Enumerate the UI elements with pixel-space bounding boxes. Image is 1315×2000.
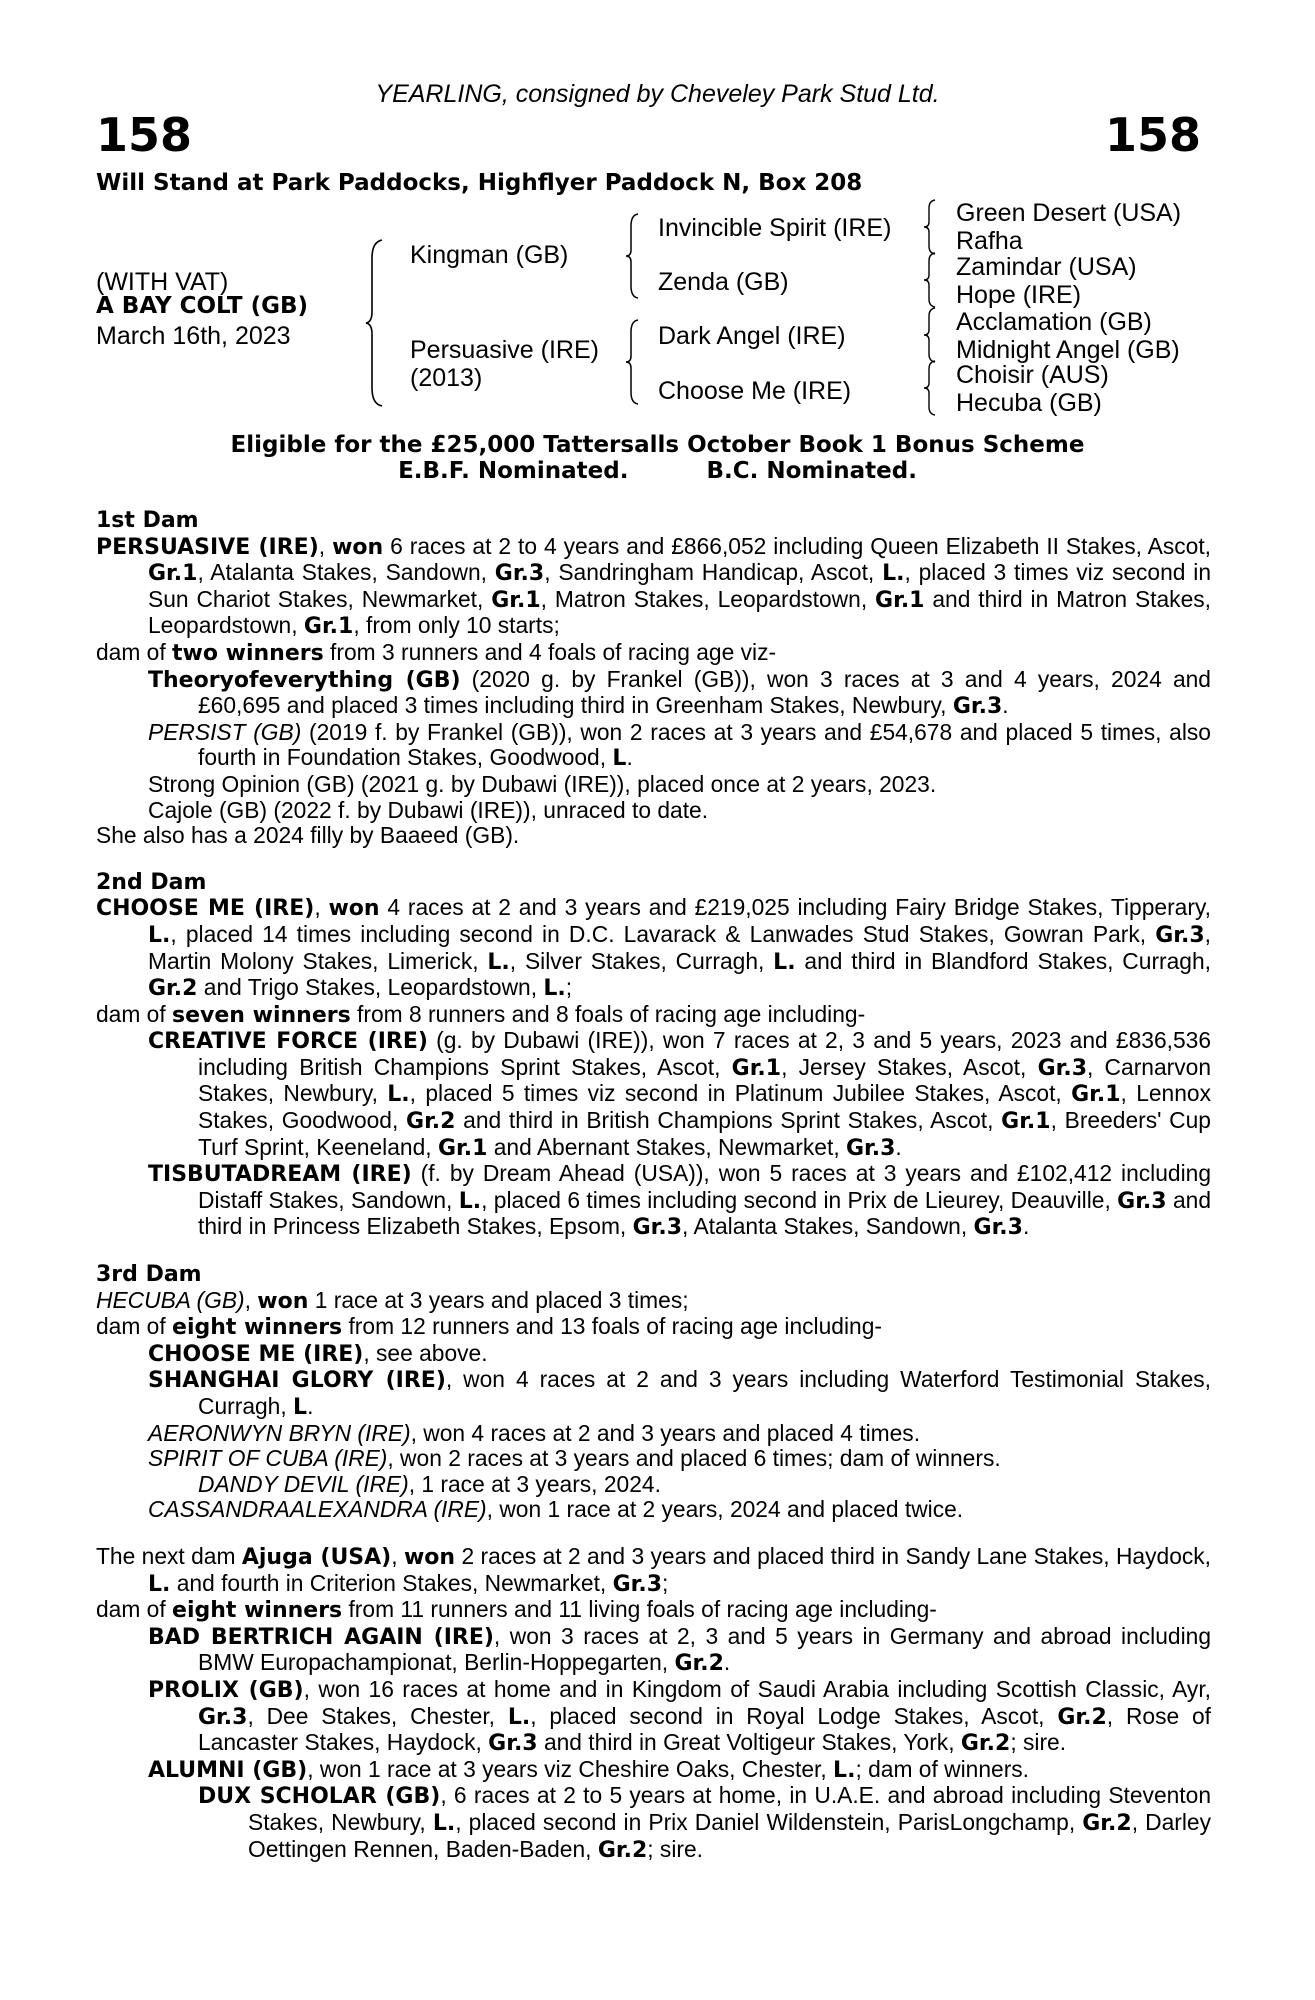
sire-dam: Zenda (GB)	[658, 268, 789, 296]
pedigree-brace-sire	[624, 212, 644, 300]
lot-number-left: 158	[96, 108, 193, 162]
bonus-scheme-line: Eligible for the £25,000 Tattersalls October Book 1 Bonus Scheme	[230, 432, 1085, 458]
produce-aeronwyn-bryn: AERONWYN BRYN (IRE), won 4 races at 2 and 3 years and placed 4 times.	[148, 1419, 921, 1446]
pedigree-brace-3	[922, 306, 940, 364]
produce-cassandraalexandra: CASSANDRAALEXANDRA (IRE), won 1 race at 2 years, 2024 and placed twice.	[148, 1496, 964, 1523]
ggp-4: Hope (IRE)	[956, 281, 1082, 309]
produce-spirit-of-cuba: SPIRIT OF CUBA (IRE), won 2 races at 3 years and placed 6 times; dam of winners.	[148, 1445, 1001, 1472]
vat-label: (WITH VAT)	[96, 268, 229, 296]
produce-theoryofeverything: Theoryofeverything (GB) (2020 g. by Frankel (GB)), won 3 races at 3 and 4 years, 2024 and £60,695 and placed 3 times including third in Greenham Stakes, Newbury, Gr.3.	[148, 665, 1211, 720]
produce-dux-scholar: DUX SCHOLAR (GB), 6 races at 2 to 5 years at home, in U.A.E. and abroad including Steventon Stakes, Newbury, L., placed second in Prix Daniel Wildenstein, ParisLongchamp, Gr.2, Darley Oettingen Rennen, Baden-Baden, Gr.2; sire.	[198, 1782, 1211, 1863]
produce-dandy-devil: DANDY DEVIL (IRE), 1 race at 3 years, 2024.	[198, 1470, 661, 1497]
produce-tisbutadream: TISBUTADREAM (IRE) (f. by Dream Ahead (USA)), won 5 races at 3 years and £102,412 including Distaff Stakes, Sandown, L., placed 6 times including second in Prix de Lieurey, Deauville, Gr.3 and third in Princess Elizabeth Stakes, Epsom, Gr.3, Atalanta Stakes, Sandown, Gr.3.	[148, 1160, 1211, 1241]
sire-sire: Invincible Spirit (IRE)	[658, 214, 892, 242]
ggp-5: Acclamation (GB)	[956, 308, 1152, 336]
lot-number-right: 158	[1104, 108, 1201, 162]
catalogue-body	[96, 508, 1211, 1863]
ggp-2: Rafha	[956, 227, 1023, 255]
bc-nomination: B.C. Nominated.	[706, 458, 917, 484]
ggp-7: Choisir (AUS)	[956, 361, 1109, 389]
produce-bad-bertrich-again: BAD BERTRICH AGAIN (IRE), won 3 races at 2, 3 and 5 years in Germany and abroad including BMW Europachampionat, Berlin-Hoppegarten, Gr.2.	[148, 1622, 1211, 1677]
dam-sire: Dark Angel (IRE)	[658, 322, 846, 350]
horse-name: A BAY COLT (GB)	[96, 293, 309, 319]
produce-strong-opinion: Strong Opinion (GB) (2021 g. by Dubawi (IRE)), placed once at 2 years, 2023.	[148, 770, 937, 797]
consignor-line: YEARLING, consigned by Cheveley Park Stud Ltd.	[375, 80, 940, 108]
stand-location: Will Stand at Park Paddocks, Highflyer Paddock N, Box 208	[96, 170, 863, 196]
first-dam-record: PERSUASIVE (IRE), won 6 races at 2 to 4 years and £866,052 including Queen Elizabeth II Stakes, Ascot, Gr.1, Atalanta Stakes, Sandown, Gr.3, Sandringham Handicap, Ascot, L., placed 3 times viz second in Sun Chariot Stakes, Newmarket, Gr.1, Matron Stakes, Leopardstown, Gr.1 and third in Matron Stakes, Leopardstown, Gr.1, from only 10 starts;	[96, 532, 1211, 640]
ggp-6: Midnight Angel (GB)	[956, 336, 1180, 364]
produce-2024-filly: She also has a 2024 filly by Baaeed (GB).	[96, 822, 520, 849]
pedigree-brace-dam	[624, 318, 644, 406]
third-dam-heading: 3rd Dam	[96, 1262, 202, 1288]
dam-name: Persuasive (IRE)	[410, 336, 599, 364]
ggp-3: Zamindar (USA)	[956, 253, 1137, 281]
third-dam-produce-summary: dam of eight winners from 12 runners and 13 foals of racing age including-	[96, 1313, 882, 1341]
next-dam-record: The next dam Ajuga (USA), won 2 races at 2 and 3 years and placed third in Sandy Lane Stakes, Haydock, L. and fourth in Criterion Stakes, Newmarket, Gr.3;	[96, 1542, 1211, 1597]
dam-dam: Choose Me (IRE)	[658, 377, 852, 405]
first-dam-heading: 1st Dam	[96, 508, 199, 533]
next-dam-produce-summary: dam of eight winners from 11 runners and 11 living foals of racing age including-	[96, 1596, 937, 1624]
pedigree-brace-2	[922, 251, 940, 309]
third-dam-record: HECUBA (GB), won 1 race at 3 years and placed 3 times;	[96, 1286, 689, 1314]
produce-persist: PERSIST (GB) (2019 f. by Frankel (GB)), won 2 races at 3 years and £54,678 and placed 5 times, also fourth in Foundation Stakes, Goodwood, L.	[148, 718, 1211, 772]
dam-year: (2013)	[410, 364, 483, 392]
produce-prolix: PROLIX (GB), won 16 races at home and in Kingdom of Saudi Arabia including Scottish Classic, Ayr, Gr.3, Dee Stakes, Chester, L., placed second in Royal Lodge Stakes, Ascot, Gr.2, Rose of Lancaster Stakes, Haydock, Gr.3 and third in Great Voltigeur Stakes, York, Gr.2; sire.	[148, 1675, 1211, 1757]
produce-cajole: Cajole (GB) (2022 f. by Dubawi (IRE)), unraced to date.	[148, 796, 709, 823]
ggp-8: Hecuba (GB)	[956, 389, 1102, 417]
pedigree-brace-1	[922, 198, 940, 256]
second-dam-produce-summary: dam of seven winners from 8 runners and 8 foals of racing age including-	[96, 1000, 866, 1028]
second-dam-record: CHOOSE ME (IRE), won 4 races at 2 and 3 years and £219,025 including Fairy Bridge Stakes, Tipperary, L., placed 14 times including second in D.C. Lavarack & Lanwades Stud Stakes, Gowran Park, Gr.3, Martin Molony Stakes, Limerick, L., Silver Stakes, Curragh, L. and third in Blandford Stakes, Curragh, Gr.2 and Trigo Stakes, Leopardstown, L.;	[96, 894, 1211, 1002]
pedigree-brace-4	[922, 359, 940, 417]
nominations-line	[0, 458, 1315, 485]
pedigree-brace-main	[364, 238, 388, 408]
ggp-1: Green Desert (USA)	[956, 199, 1182, 227]
sire-name: Kingman (GB)	[410, 241, 569, 269]
produce-alumni: ALUMNI (GB), won 1 race at 3 years viz Cheshire Oaks, Chester, L.; dam of winners.	[148, 1755, 1030, 1783]
produce-shanghai-glory: SHANGHAI GLORY (IRE), won 4 races at 2 and 3 years including Waterford Testimonial Stakes, Curragh, L.	[148, 1366, 1211, 1420]
produce-creative-force: CREATIVE FORCE (IRE) (g. by Dubawi (IRE)), won 7 races at 2, 3 and 5 years, 2023 and £836,536 including British Champions Sprint Stakes, Ascot, Gr.1, Jersey Stakes, Ascot, Gr.3, Carnarvon Stakes, Newbury, L., placed 5 times viz second in Platinum Jubilee Stakes, Ascot, Gr.1, Lennox Stakes, Goodwood, Gr.2 and third in British Champions Sprint Stakes, Ascot, Gr.1, Breeders' Cup Turf Sprint, Keeneland, Gr.1 and Abernant Stakes, Newmarket, Gr.3.	[148, 1027, 1211, 1161]
produce-choose-me: CHOOSE ME (IRE), see above.	[148, 1339, 488, 1367]
second-dam-heading: 2nd Dam	[96, 869, 207, 895]
first-dam-produce-summary: dam of two winners from 3 runners and 4 foals of racing age viz-	[96, 638, 777, 666]
ebf-nomination: E.B.F. Nominated.	[398, 458, 629, 484]
foaling-date: March 16th, 2023	[96, 322, 291, 350]
